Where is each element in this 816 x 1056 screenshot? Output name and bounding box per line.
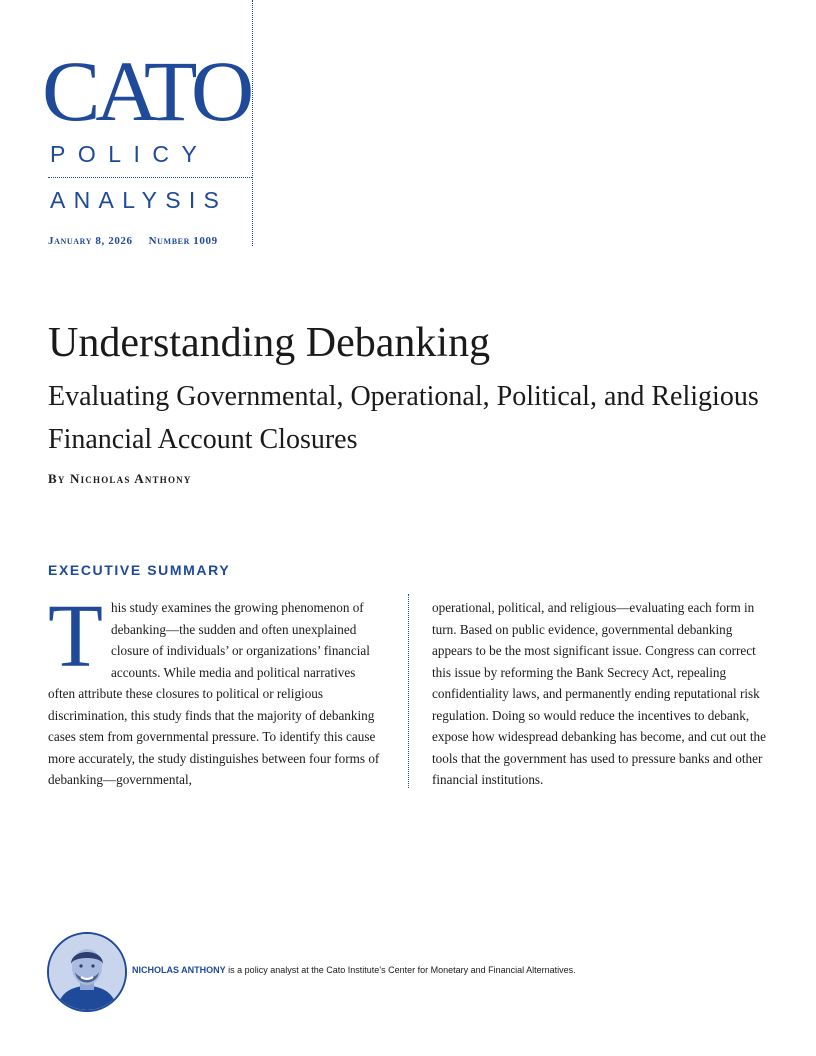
series-line-analysis: ANALYSIS bbox=[50, 187, 228, 213]
author-avatar bbox=[47, 932, 127, 1012]
masthead-horizontal-rule bbox=[48, 177, 252, 178]
author-bio bbox=[132, 965, 772, 975]
author-bio-name: NICHOLAS ANTHONY bbox=[132, 965, 226, 975]
summary-column-right bbox=[432, 597, 768, 791]
summary-text-left: his study examines the growing phenomenon of debanking—the sudden and often unexplained closure of individuals’ or organizations’ financial accounts. While media and political narratives often attribute these closures to political or religious discrimination, this study finds that the majority of debanking cases stem from governmental pressure. To identify this cause more accurately, the study distinguishes between four forms of debanking—governmental, bbox=[48, 600, 380, 787]
author-bio-text: is a policy analyst at the Cato Institute’s Center for Monetary and Financial Alternatives. bbox=[225, 965, 576, 975]
series-line-policy: POLICY bbox=[50, 141, 210, 167]
byline: By Nicholas Anthony bbox=[48, 471, 192, 486]
column-divider bbox=[408, 594, 409, 788]
page-subtitle: Evaluating Governmental, Operational, Political, and Religious Financial Account Closures bbox=[48, 381, 759, 455]
drop-cap: T bbox=[48, 587, 103, 686]
publication-date: January 8, 2026 bbox=[48, 235, 133, 247]
masthead-vertical-rule bbox=[252, 0, 253, 246]
dateline bbox=[48, 235, 218, 247]
cato-logo: CATO bbox=[42, 43, 250, 139]
summary-column-left bbox=[48, 587, 384, 791]
author-portrait-icon bbox=[49, 934, 125, 1010]
page-title: Understanding Debanking bbox=[48, 320, 491, 366]
summary-text-right: operational, political, and religious—evaluating each form in turn. Based on public evidence, governmental debanking appears to be the most significant issue. Congress can correct this issue by reforming the Bank Secrecy Act, repealing confidentiality laws, and permanently ending reputational risk regulation. Doing so would reduce the incentives to debank, expose how widespread debanking has become, and cut out the tools that the government has used to pressure banks and other financial institutions. bbox=[432, 600, 766, 787]
publication-number: Number 1009 bbox=[148, 235, 218, 247]
executive-summary-heading: EXECUTIVE SUMMARY bbox=[48, 562, 231, 578]
